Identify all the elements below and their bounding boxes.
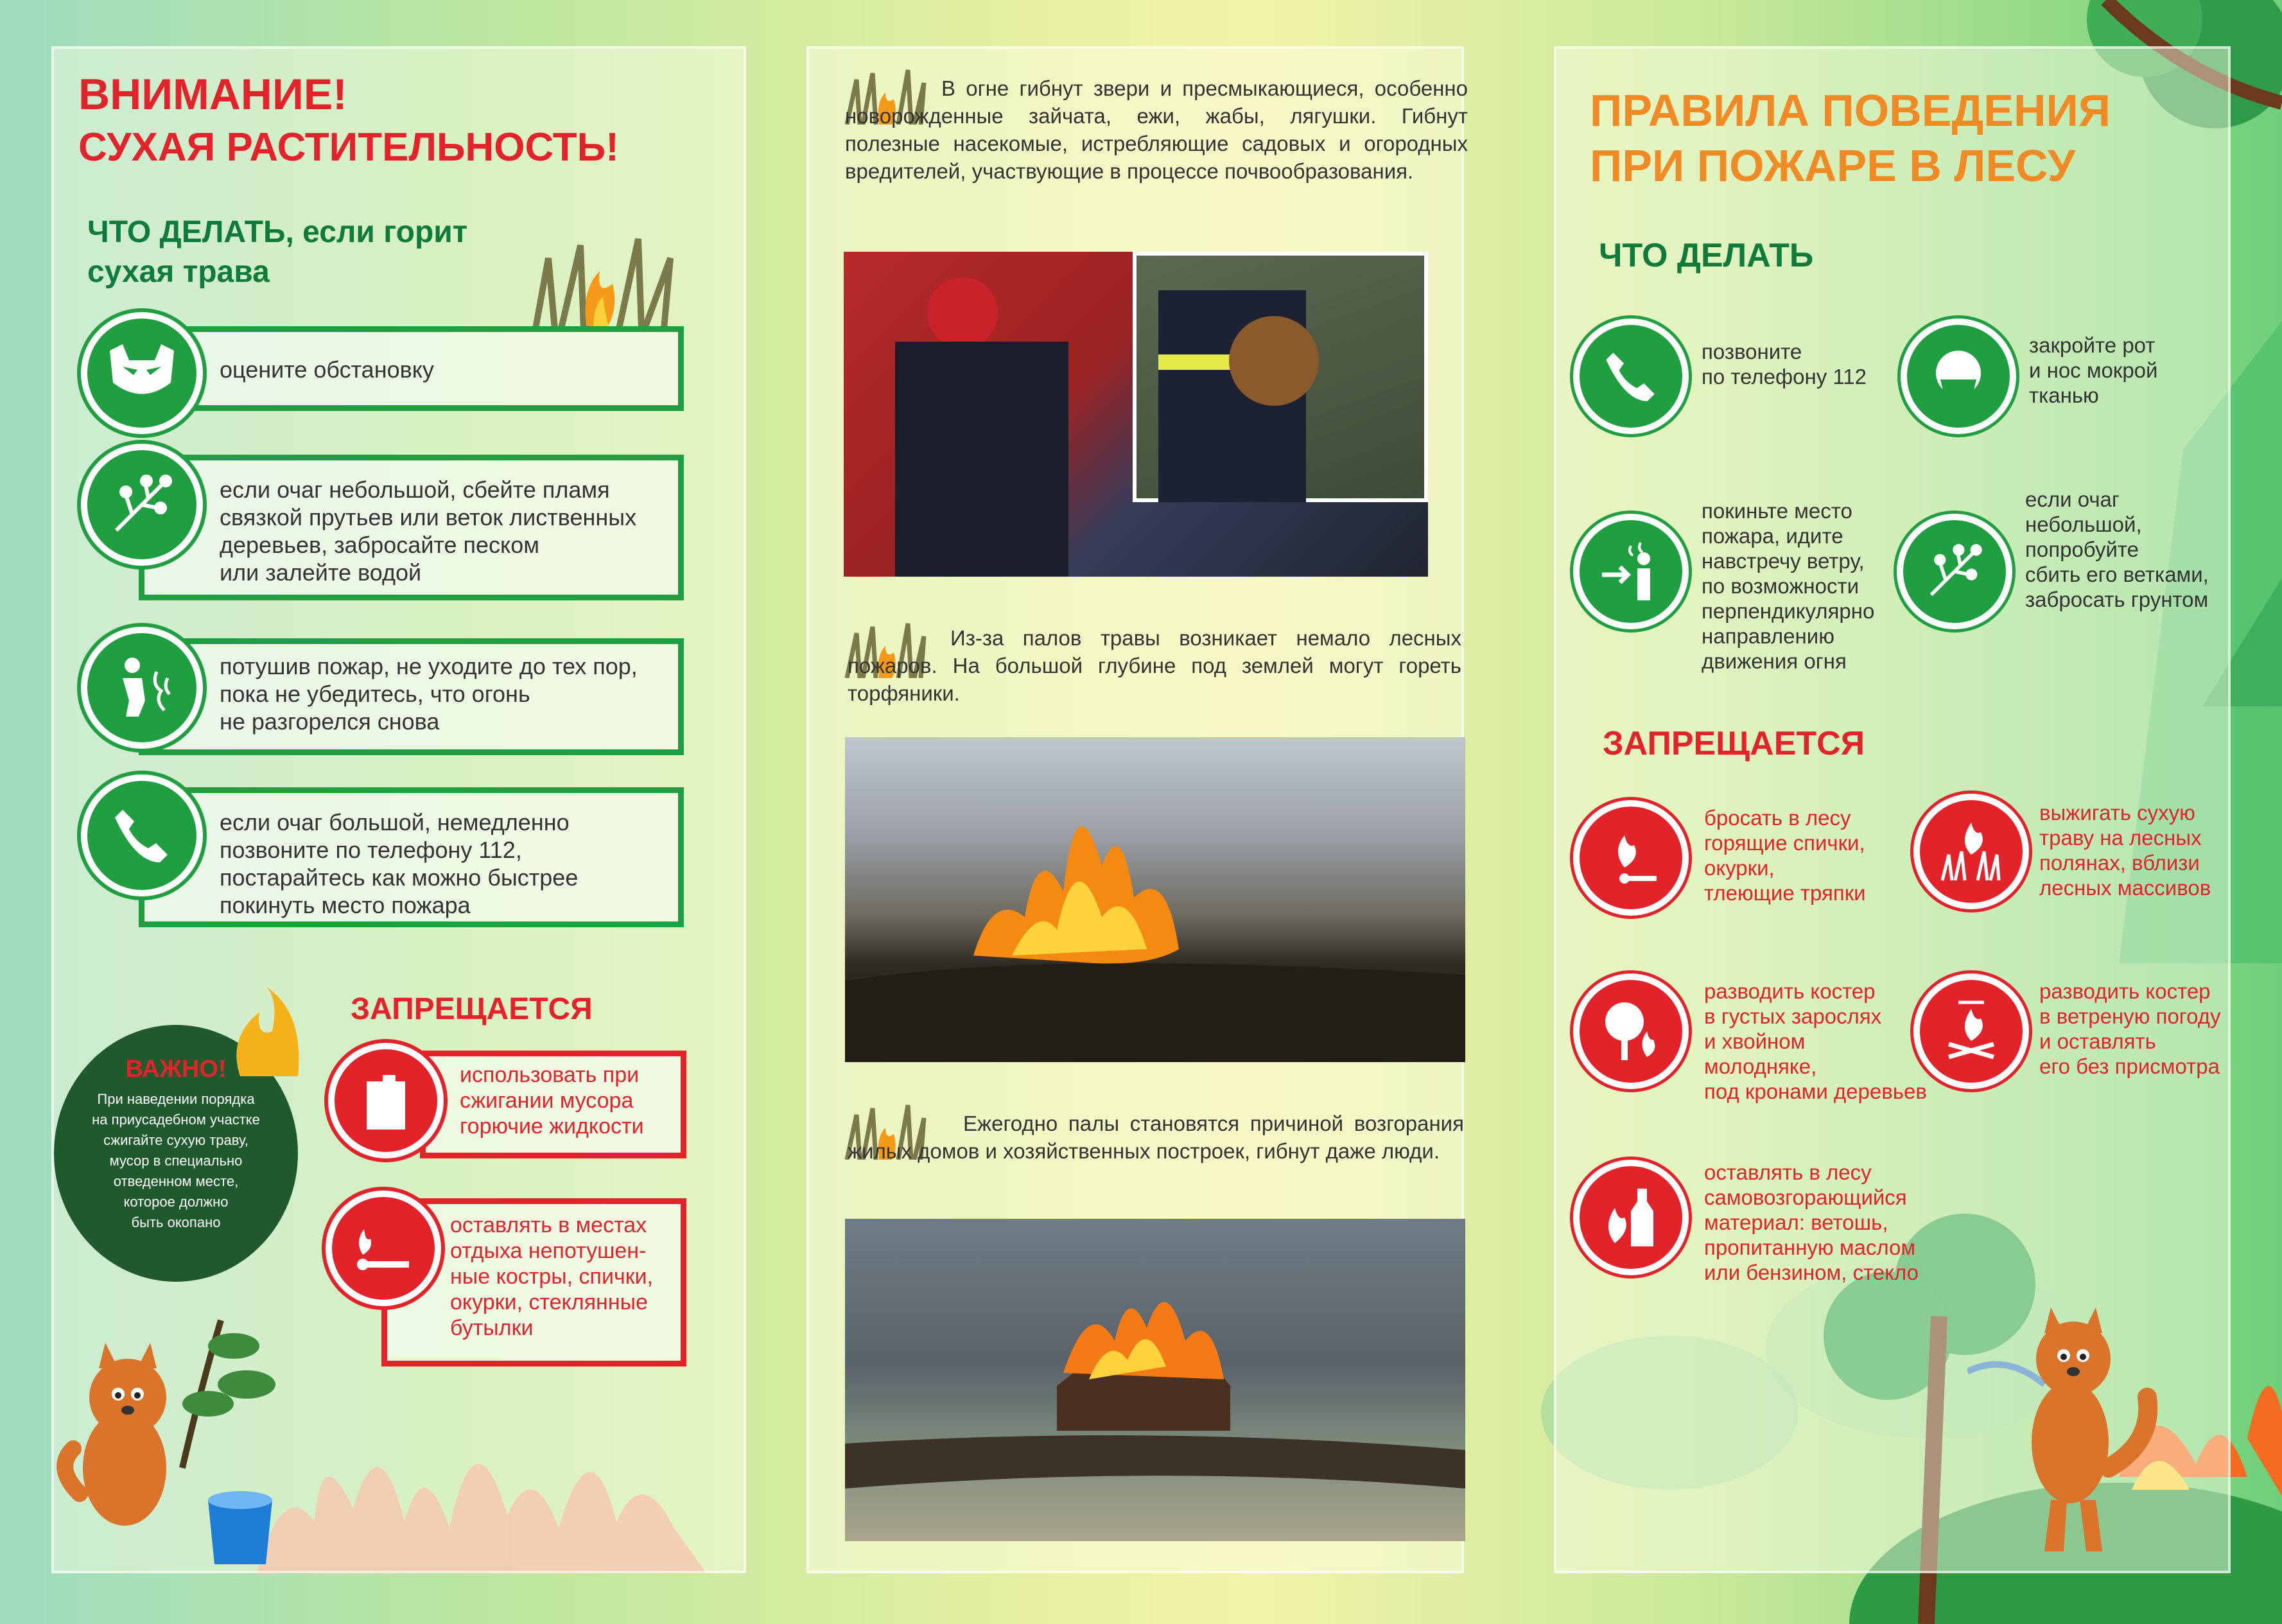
helmet bbox=[927, 277, 998, 348]
right-panel bbox=[1554, 46, 2231, 1573]
right-forbidden-1-text: бросать в лесу горящие спички, окурки, тлеющие тряпки bbox=[1704, 806, 1866, 905]
right-forbidden-3-text: разводить костер в густых зарослях и хвойном молодняке, под кронами деревьев bbox=[1704, 979, 1927, 1103]
do-item-2-text: если очаг небольшой, сбейте пламя связкой прутьев или веток лиственных деревьев, забросайте песком или залейте водой bbox=[220, 476, 637, 586]
right-forbidden-4-circle bbox=[1913, 974, 2029, 1089]
do-item-3-text: потушив пожар, не уходите до тех пор, пока не убедитесь, что огонь не разгорелся снова bbox=[220, 653, 638, 735]
right-do-1-circle bbox=[1573, 319, 1689, 434]
middle-paragraph-1: В огне гибнут звери и пресмыкающиеся, особенно новорожденные зайчата, ежи, жабы, лягушки. Гибнут полезные насекомые, истребляющие садовых и огородных вредителей, участвующие в процессе почвообразования. bbox=[845, 76, 1468, 183]
firefighters-photo bbox=[844, 252, 1428, 577]
right-title-line2: ПРИ ПОЖАРЕ В ЛЕСУ bbox=[1590, 141, 2076, 191]
branches-icon bbox=[107, 469, 177, 540]
right-do-2-circle bbox=[1901, 319, 2016, 434]
right-forbidden-title: ЗАПРЕЩАЕТСЯ bbox=[1603, 725, 1865, 762]
right-do-4-text: если очаг небольшой, попробуйте сбить его ветками, забросать грунтом bbox=[2025, 487, 2209, 611]
right-forbidden-2-text: выжигать сухую траву на лесных полянах, вблизи лесных массивов bbox=[2039, 801, 2211, 900]
do-item-3-circle bbox=[81, 627, 203, 749]
right-forbidden-5-text: оставлять в лесу самовозгорающийся материал: ветошь, пропитанную маслом или бензином, стекло bbox=[1704, 1160, 1919, 1284]
left-title-line1: ВНИМАНИЕ! bbox=[78, 70, 347, 119]
house-fire-scene bbox=[845, 1219, 1465, 1541]
grass-fire-flames bbox=[845, 737, 1465, 1062]
do-item-4-circle bbox=[81, 774, 203, 896]
grass-fire-photo bbox=[845, 737, 1465, 1062]
do-item-4-text: если очаг большой, немедленно позвоните по телефону 112, постарайтесь как можно быстрее покинуть место пожара bbox=[220, 809, 579, 918]
cat-mascot-left bbox=[54, 1307, 349, 1577]
branches-icon bbox=[1922, 539, 1987, 604]
left-panel bbox=[51, 46, 746, 1573]
campfire-icon bbox=[1936, 996, 2007, 1067]
do-item-1-text: оцените обстановку bbox=[220, 356, 434, 383]
left-subtitle bbox=[87, 214, 467, 250]
phone-icon bbox=[110, 803, 174, 868]
hedgehog bbox=[1229, 316, 1319, 406]
photo-inset bbox=[1133, 252, 1428, 502]
cat-mascot-right bbox=[1967, 1282, 2224, 1564]
house-fire-photo bbox=[845, 1219, 1465, 1541]
middle-paragraph-2: Из-за палов травы возникает немало лесных пожаров. На большой глубине под землей могут гореть торфяники. bbox=[848, 626, 1461, 705]
right-do-3-text: покиньте место пожара, идите навстречу ветру, по возможности перпендикулярно направлению движения огня bbox=[1702, 499, 1875, 673]
do-item-2-circle bbox=[81, 444, 203, 566]
forbidden-item-2-text: оставлять в местах отдыха непотушен- ные костры, спички, окурки, стеклянные бутылки bbox=[450, 1213, 653, 1340]
subtitle-bold: ЧТО ДЕЛАТЬ, bbox=[87, 215, 294, 249]
right-forbidden-1-circle bbox=[1573, 800, 1689, 916]
canister-icon bbox=[357, 1069, 415, 1133]
right-do-1-text: позвоните по телефону 112 bbox=[1702, 340, 1867, 389]
wind-direction-icon bbox=[1596, 536, 1666, 607]
middle-panel bbox=[806, 46, 1468, 1573]
grass-fire-icon bbox=[529, 232, 683, 329]
bottle-fire-icon bbox=[1596, 1182, 1666, 1253]
match-icon bbox=[351, 1216, 415, 1280]
right-title-line1: ПРАВИЛА ПОВЕДЕНИЯ bbox=[1590, 85, 2111, 135]
right-do-title: ЧТО ДЕЛАТЬ bbox=[1599, 237, 1814, 274]
left-subtitle-line2: сухая трава bbox=[87, 255, 270, 289]
grass-fire-icon bbox=[1936, 816, 2007, 887]
left-forbidden-title: ЗАПРЕЩАЕТСЯ bbox=[351, 992, 593, 1026]
right-do-3-circle bbox=[1573, 514, 1689, 629]
right-do-4-circle bbox=[1897, 514, 2012, 629]
tree-fire-icon bbox=[1596, 996, 1666, 1067]
middle-paragraph-3: Ежегодно палы становятся причиной возгорания жилых домов и хозяйственных построек, гибнут даже люди. bbox=[848, 1112, 1464, 1163]
forbidden-item-1-text: использовать при сжигании мусора горючие жидкости bbox=[460, 1063, 644, 1139]
match-fire-icon bbox=[1599, 826, 1663, 890]
right-forbidden-3-circle bbox=[1573, 974, 1689, 1089]
left-title-line2: СУХАЯ РАСТИТЕЛЬНОСТЬ! bbox=[78, 125, 619, 170]
right-do-2-text: закройте рот и нос мокрой тканью bbox=[2029, 333, 2158, 407]
important-text: При наведении порядка на приусадебном участке сжигайте сухую траву, мусор в специально отведенном месте, которое должно быть окопано bbox=[92, 1091, 260, 1230]
right-forbidden-2-circle bbox=[1913, 794, 2029, 909]
phone-icon bbox=[1601, 347, 1660, 406]
subtitle-rest: если горит bbox=[293, 215, 468, 249]
face-mask-icon bbox=[1926, 344, 1990, 408]
right-forbidden-4-text: разводить костер в ветреную погоду и оставлять его без присмотра bbox=[2039, 979, 2221, 1078]
important-title: ВАЖНО! bbox=[125, 1056, 227, 1083]
mask-icon bbox=[107, 344, 177, 402]
firefighter-figure bbox=[895, 342, 1068, 577]
person-extinguish-icon bbox=[107, 652, 177, 723]
flame-icon bbox=[227, 986, 304, 1076]
right-forbidden-5-circle bbox=[1573, 1160, 1689, 1275]
forbidden-item-2-circle bbox=[326, 1191, 441, 1306]
forbidden-item-1-circle bbox=[328, 1043, 444, 1158]
do-item-1-circle bbox=[81, 312, 203, 434]
